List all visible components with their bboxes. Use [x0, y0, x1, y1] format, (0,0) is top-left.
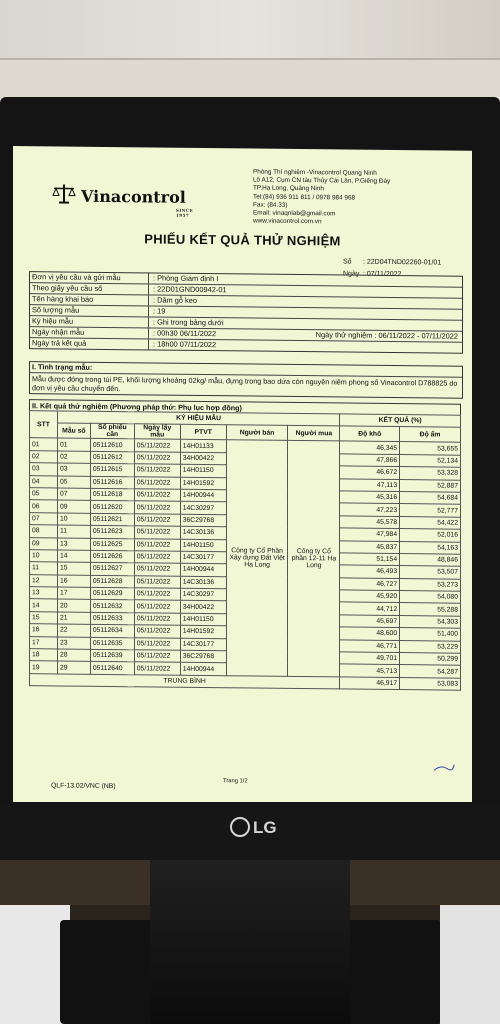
- table-cell: 46,771: [340, 640, 400, 653]
- lab-address: [253, 169, 390, 228]
- table-cell: 05112635: [90, 637, 134, 650]
- table-cell: 14H01150: [180, 464, 226, 477]
- desk-right-object: [440, 905, 500, 1024]
- table-cell: 47,113: [340, 478, 400, 491]
- table-cell: 34H00422: [180, 452, 226, 465]
- table-cell: 11: [30, 562, 58, 575]
- buyer-cell: Công ty Cổ phần 12-11 Hạ Long: [288, 441, 340, 677]
- info-label: Đơn vị yêu cầu và gửi mẫu: [30, 272, 149, 283]
- table-cell: 05/11/2022: [134, 650, 180, 663]
- ceiling: [0, 0, 500, 60]
- table-cell: 53,229: [400, 640, 461, 653]
- table-cell: 14C30136: [180, 576, 226, 589]
- table-cell: 14: [57, 550, 90, 563]
- table-cell: 14: [30, 599, 58, 612]
- table-cell: 10: [57, 513, 90, 526]
- info-value: : Phòng Giám định I: [153, 273, 219, 284]
- header-stt: STT: [30, 411, 58, 439]
- brand-since: SINCE 1957: [176, 207, 194, 218]
- form-code: QLF-13.02/VNC (NB): [51, 782, 116, 791]
- address-line: Phòng Thí nghiệm -Vinacontrol Quang Ninh: [253, 168, 377, 177]
- header-nguoi-ban: Người bán: [226, 425, 288, 441]
- info-value: : Ghi trong bảng dưới: [153, 317, 224, 328]
- table-cell: 05/11/2022: [134, 514, 180, 527]
- table-cell: 14H01592: [180, 477, 226, 490]
- table-cell: 05112612: [90, 451, 134, 464]
- table-cell: 11: [57, 525, 90, 538]
- table-cell: 05112632: [90, 600, 134, 613]
- table-cell: 10: [30, 550, 58, 563]
- header-nguoi-mua: Người mua: [288, 426, 340, 442]
- table-cell: 05112625: [90, 538, 134, 551]
- table-cell: 13: [57, 537, 90, 550]
- table-cell: 15: [57, 562, 90, 575]
- table-cell: 05/11/2022: [134, 452, 180, 465]
- table-cell: 54,287: [400, 665, 461, 678]
- address-line: Email: vinaqnlab@gmail.com: [253, 209, 336, 218]
- table-cell: 14C30297: [180, 502, 226, 515]
- table-cell: 45,713: [340, 664, 400, 677]
- table-cell: 04: [30, 475, 58, 488]
- table-cell: 14C30177: [180, 638, 226, 651]
- table-cell: 07: [30, 512, 58, 525]
- address-line: Lô A12, Cụm CN tàu Thủy Cái Lân, P.Giếng Đáy: [253, 176, 391, 186]
- table-cell: 05112623: [90, 525, 134, 538]
- vinacontrol-logo-icon: [51, 182, 77, 204]
- table-cell: 45,578: [340, 516, 400, 529]
- table-cell: 05/11/2022: [134, 600, 180, 613]
- table-cell: 14H01133: [180, 440, 226, 453]
- table-cell: 05112616: [90, 476, 134, 489]
- average-do-am: 53,083: [400, 677, 461, 690]
- average-label: TRUNG BÌNH: [30, 673, 340, 689]
- table-cell: 47,866: [340, 454, 400, 467]
- address-line: Fax: (84.33): [253, 201, 288, 209]
- table-cell: 05112628: [90, 575, 134, 588]
- results-table: [29, 410, 461, 691]
- info-value: : Dăm gỗ keo: [153, 295, 197, 305]
- header-ket-qua: KẾT QUẢ (%): [340, 414, 461, 428]
- table-cell: 21: [57, 612, 90, 625]
- info-value: : 00h30 06/11/2022: [153, 328, 217, 339]
- seller-cell: Công ty Cổ Phần Xây dựng Đất Việt Hạ Long: [226, 440, 288, 676]
- address-line: TP.Hạ Long, Quảng Ninh: [253, 184, 324, 193]
- table-cell: 17: [57, 587, 90, 600]
- average-do-kho: 46,917: [340, 677, 400, 690]
- table-cell: 47,984: [340, 528, 400, 541]
- info-value: : 19: [153, 306, 166, 316]
- info-label: Ngày nhận mẫu: [30, 327, 149, 338]
- table-cell: 06: [30, 500, 58, 513]
- table-cell: 50,299: [400, 653, 461, 666]
- table-cell: 05/11/2022: [134, 625, 180, 638]
- table-cell: 36C29768: [180, 650, 226, 663]
- table-cell: 16: [57, 575, 90, 588]
- results-section-title: II. Kết quả thử nghiệm (Phương pháp thử: Phụ lục hợp đồng): [29, 399, 461, 415]
- table-cell: 15: [30, 612, 58, 625]
- table-cell: 05112610: [90, 439, 134, 452]
- table-cell: 05/11/2022: [134, 575, 180, 588]
- table-cell: 49,701: [340, 652, 400, 665]
- table-cell: 05: [30, 488, 58, 501]
- table-cell: 05112627: [90, 563, 134, 576]
- table-cell: 23: [57, 637, 90, 650]
- table-cell: 05/11/2022: [134, 476, 180, 489]
- table-cell: 07: [57, 488, 90, 501]
- table-cell: 54,422: [400, 516, 461, 529]
- header-do-kho: Độ khô: [340, 426, 400, 442]
- header-ptvt: PTVT: [180, 425, 226, 440]
- table-cell: 02: [30, 450, 58, 463]
- address-line: Tel:(84) 936 911 811 / 0978 984 968: [253, 193, 356, 202]
- table-cell: 53,328: [400, 467, 461, 480]
- table-cell: 52,016: [400, 529, 461, 542]
- table-cell: 05112629: [90, 587, 134, 600]
- test-date: Ngày thử nghiệm : 06/11/2022 - 07/11/2022: [315, 330, 458, 341]
- table-cell: 05/11/2022: [134, 526, 180, 539]
- monitor-screen: [13, 146, 472, 807]
- table-cell: 08: [30, 525, 58, 538]
- table-cell: 05/11/2022: [134, 538, 180, 551]
- table-cell: 53,655: [400, 442, 461, 455]
- table-cell: 47,223: [340, 503, 400, 516]
- table-cell: 45,920: [340, 590, 400, 603]
- table-cell: 01: [57, 438, 90, 451]
- table-cell: 52,777: [400, 504, 461, 517]
- table-cell: 05112626: [90, 550, 134, 563]
- document-number: Số : 22D04TND02260-01/01 Ngày : 07/11/2022: [343, 258, 442, 279]
- info-label: Số lượng mẫu: [30, 305, 149, 316]
- info-label: Tên hàng khai báo: [30, 294, 149, 305]
- table-cell: 44,712: [340, 602, 400, 615]
- table-cell: 05112640: [90, 662, 134, 675]
- info-label: Theo giấy yêu cầu số: [30, 283, 149, 294]
- table-cell: 05112620: [90, 501, 134, 514]
- table-cell: 05/11/2022: [134, 501, 180, 514]
- table-cell: 17: [30, 636, 58, 649]
- table-cell: 45,837: [340, 540, 400, 553]
- table-cell: 29: [57, 661, 90, 674]
- table-cell: 05112639: [90, 649, 134, 662]
- table-cell: 48,846: [400, 553, 461, 566]
- table-cell: 22: [57, 624, 90, 637]
- signature-mark-icon: [433, 762, 455, 772]
- table-cell: 09: [57, 500, 90, 513]
- table-cell: 14H00944: [180, 663, 226, 676]
- table-cell: 05112633: [90, 612, 134, 625]
- table-cell: 03: [57, 463, 90, 476]
- table-cell: 53,273: [400, 578, 461, 591]
- monitor-stand: [150, 860, 350, 1024]
- table-cell: 14H01150: [180, 539, 226, 552]
- sample-condition: I. Tình trạng mẫu: Mẫu được đóng trong túi PE, khối lượng khoảng 02kg/ mẫu, đựng trong bao dứa còn nguyên niêm phong số Vinacontrol D788825 do đơn vị yêu cầu chuyển đến.: [29, 361, 463, 399]
- address-line: www.vinacontrol.com.vn: [253, 217, 322, 226]
- table-cell: 14C30136: [180, 526, 226, 539]
- table-cell: 02: [57, 451, 90, 464]
- table-cell: 16: [30, 624, 58, 637]
- table-cell: 46,672: [340, 466, 400, 479]
- table-cell: 45,316: [340, 491, 400, 504]
- table-cell: 51,154: [340, 553, 400, 566]
- table-cell: 14H01592: [180, 626, 226, 639]
- document-title: PHIẾU KẾT QUẢ THỬ NGHIỆM: [144, 231, 341, 249]
- table-cell: 05/11/2022: [134, 551, 180, 564]
- table-cell: 05: [57, 476, 90, 489]
- info-table: [29, 271, 463, 354]
- lg-circle-icon: [230, 817, 250, 837]
- table-cell: 48,600: [340, 627, 400, 640]
- lg-logo: LG: [230, 818, 277, 839]
- table-cell: 05/11/2022: [134, 563, 180, 576]
- info-label: Ký hiệu mẫu: [30, 316, 149, 327]
- table-cell: 36C29768: [180, 514, 226, 527]
- table-cell: 54,303: [400, 615, 461, 628]
- table-cell: 05/11/2022: [134, 637, 180, 650]
- table-cell: 12: [30, 574, 58, 587]
- header-ngay-lay-mau: Ngày lấy mẫu: [134, 424, 180, 439]
- table-cell: 14C30177: [180, 551, 226, 564]
- table-cell: 05/11/2022: [134, 489, 180, 502]
- table-cell: 55,288: [400, 603, 461, 616]
- table-cell: 05/11/2022: [134, 588, 180, 601]
- header-ky-hieu: KÝ HIỆU MẪU: [57, 411, 339, 426]
- table-cell: 14C30297: [180, 588, 226, 601]
- table-cell: 05/11/2022: [134, 613, 180, 626]
- table-cell: 14H00944: [180, 489, 226, 502]
- table-cell: 14H00944: [180, 564, 226, 577]
- table-cell: 05112618: [90, 488, 134, 501]
- table-cell: 05112621: [90, 513, 134, 526]
- table-cell: 46,345: [340, 441, 400, 454]
- table-cell: 52,134: [400, 454, 461, 467]
- table-cell: 46,727: [340, 578, 400, 591]
- table-cell: 28: [57, 649, 90, 662]
- info-label: Ngày trả kết quả: [30, 338, 149, 349]
- table-cell: 05/11/2022: [134, 662, 180, 675]
- table-cell: 18: [30, 649, 58, 662]
- table-cell: 45,697: [340, 615, 400, 628]
- table-cell: 46,493: [340, 565, 400, 578]
- table-cell: 05112634: [90, 625, 134, 638]
- table-cell: 13: [30, 587, 58, 600]
- table-cell: 19: [30, 661, 58, 674]
- table-cell: 05112615: [90, 463, 134, 476]
- header-so-phieu-can: Số phiếu cân: [90, 424, 134, 439]
- table-cell: 03: [30, 463, 58, 476]
- table-cell: 20: [57, 599, 90, 612]
- page-number: Trang 1/2: [223, 778, 248, 785]
- table-cell: 14H01150: [180, 613, 226, 626]
- table-cell: 52,887: [400, 479, 461, 492]
- table-cell: 05/11/2022: [134, 439, 180, 452]
- table-cell: 54,080: [400, 591, 461, 604]
- table-cell: 51,400: [400, 628, 461, 641]
- header-mau-so: Mẫu số: [57, 423, 90, 438]
- table-cell: 05/11/2022: [134, 464, 180, 477]
- table-cell: 34H00422: [180, 601, 226, 614]
- info-value: : 22D01GND00942-01: [153, 284, 227, 295]
- header-do-am: Độ ẩm: [400, 427, 461, 443]
- table-cell: 01: [30, 438, 58, 451]
- table-cell: 09: [30, 537, 58, 550]
- table-cell: 54,684: [400, 492, 461, 505]
- table-cell: 53,507: [400, 566, 461, 579]
- table-cell: 54,163: [400, 541, 461, 554]
- brand-name: Vinacontrol SINCE 1957: [81, 186, 194, 218]
- info-value: : 18h00 07/11/2022: [153, 339, 217, 350]
